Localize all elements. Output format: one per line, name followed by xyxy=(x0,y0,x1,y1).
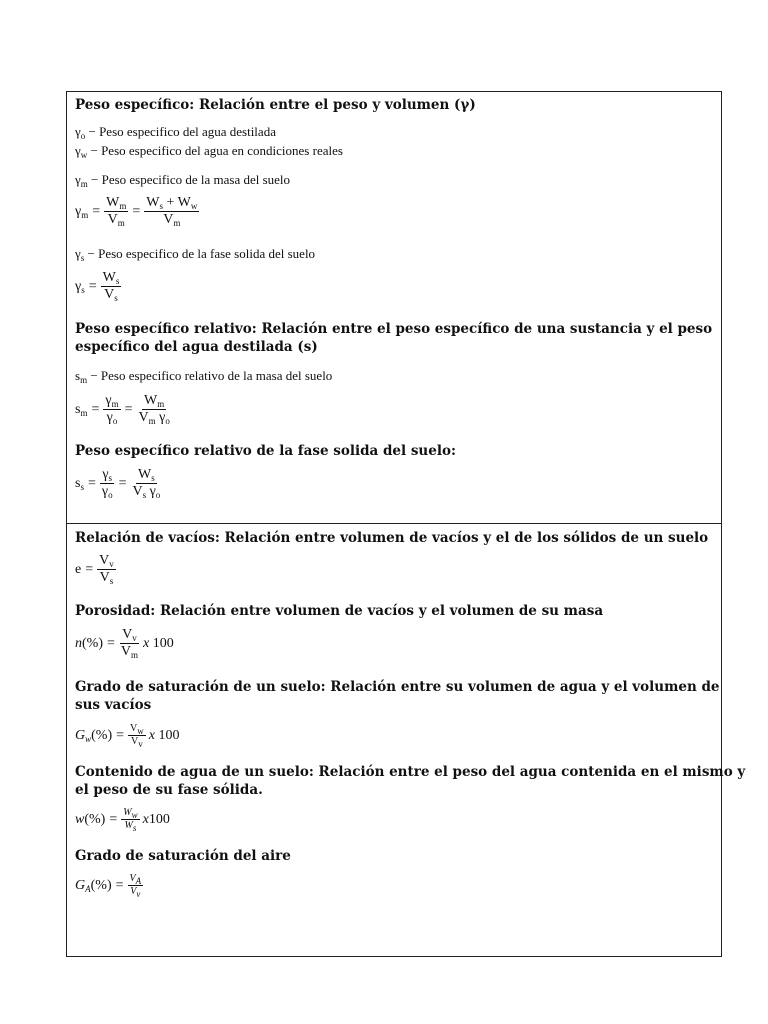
heading-water-content-2: el peso de su fase sólida. xyxy=(75,782,263,798)
formula-n: n(%) = $\frac{V_v}{V_m}$ x 100 xyxy=(75,627,174,660)
formula-w: w(%) = $\frac{W_w}{W_s}$ x100 xyxy=(75,807,170,833)
heading-air-saturation: Grado de saturación del aire xyxy=(75,848,291,864)
heading-saturation-2: sus vacíos xyxy=(75,697,152,713)
formula-s-m: $s_m$ = $\frac{\gamma_m}{\gamma_o}$ = $\frac{W_m}{V_m \gamma_o}$ xyxy=(75,393,170,426)
heading-void-ratio: Relación de vacíos: Relación entre volumen de vacíos y el de los sólidos de un suelo xyxy=(75,530,709,546)
heading-saturation-1: Grado de saturación de un suelo: Relación entre su volumen de agua y el volumen de xyxy=(75,679,720,695)
def-gamma-m: $\gamma_m$ − Peso especifico de la masa del suelo xyxy=(75,172,291,189)
formula-s-s: $s_s$ = $\frac{\gamma_s}{\gamma_o}$ = $\frac{W_s}{V_s \gamma_o}$ xyxy=(75,467,161,500)
heading-water-content-1: Contenido de agua de un suelo: Relación entre el peso del agua contenida en el mismo y xyxy=(75,764,746,780)
heading-relative-weight-2: específico del agua destilada (s) xyxy=(75,339,318,355)
formula-gamma-s: $\gamma_s$ = $\frac{W_s}{V_s}$ xyxy=(75,270,120,303)
def-gamma-o: $\gamma_o$ − Peso especifico del agua destilada xyxy=(75,124,276,141)
def-s-m: $s_m$ − Peso especifico relativo de la masa del suelo xyxy=(75,368,333,385)
heading-relative-weight-1: Peso específico relativo: Relación entre el peso específico de una sustancia y el peso xyxy=(75,321,713,337)
formula-ga: $G_A(\%)$ = $\frac{V_A}{V_v}$ xyxy=(75,873,142,899)
formula-gamma-m: $\gamma_m$ = $\frac{W_m}{V_m}$ = $\frac{W_s + W_w}{V_m}$ xyxy=(75,195,198,228)
heading-specific-weight: Peso específico: Relación entre el peso y volumen (γ) xyxy=(75,97,476,113)
heading-relative-solid: Peso específico relativo de la fase solida del suelo: xyxy=(75,443,456,459)
formula-gw: $G_w(\%)$ = $\frac{V_w}{V_v}$ x 100 xyxy=(75,723,180,749)
def-gamma-w: $\gamma_w$ − Peso especifico del agua en condiciones reales xyxy=(75,143,343,160)
heading-porosity: Porosidad: Relación entre volumen de vacíos y el volumen de su masa xyxy=(75,603,604,619)
def-gamma-s: $\gamma_s$ − Peso especifico de la fase solida del suelo xyxy=(75,246,316,263)
formula-e: e = $\frac{V_v}{V_s}$ xyxy=(75,553,114,586)
